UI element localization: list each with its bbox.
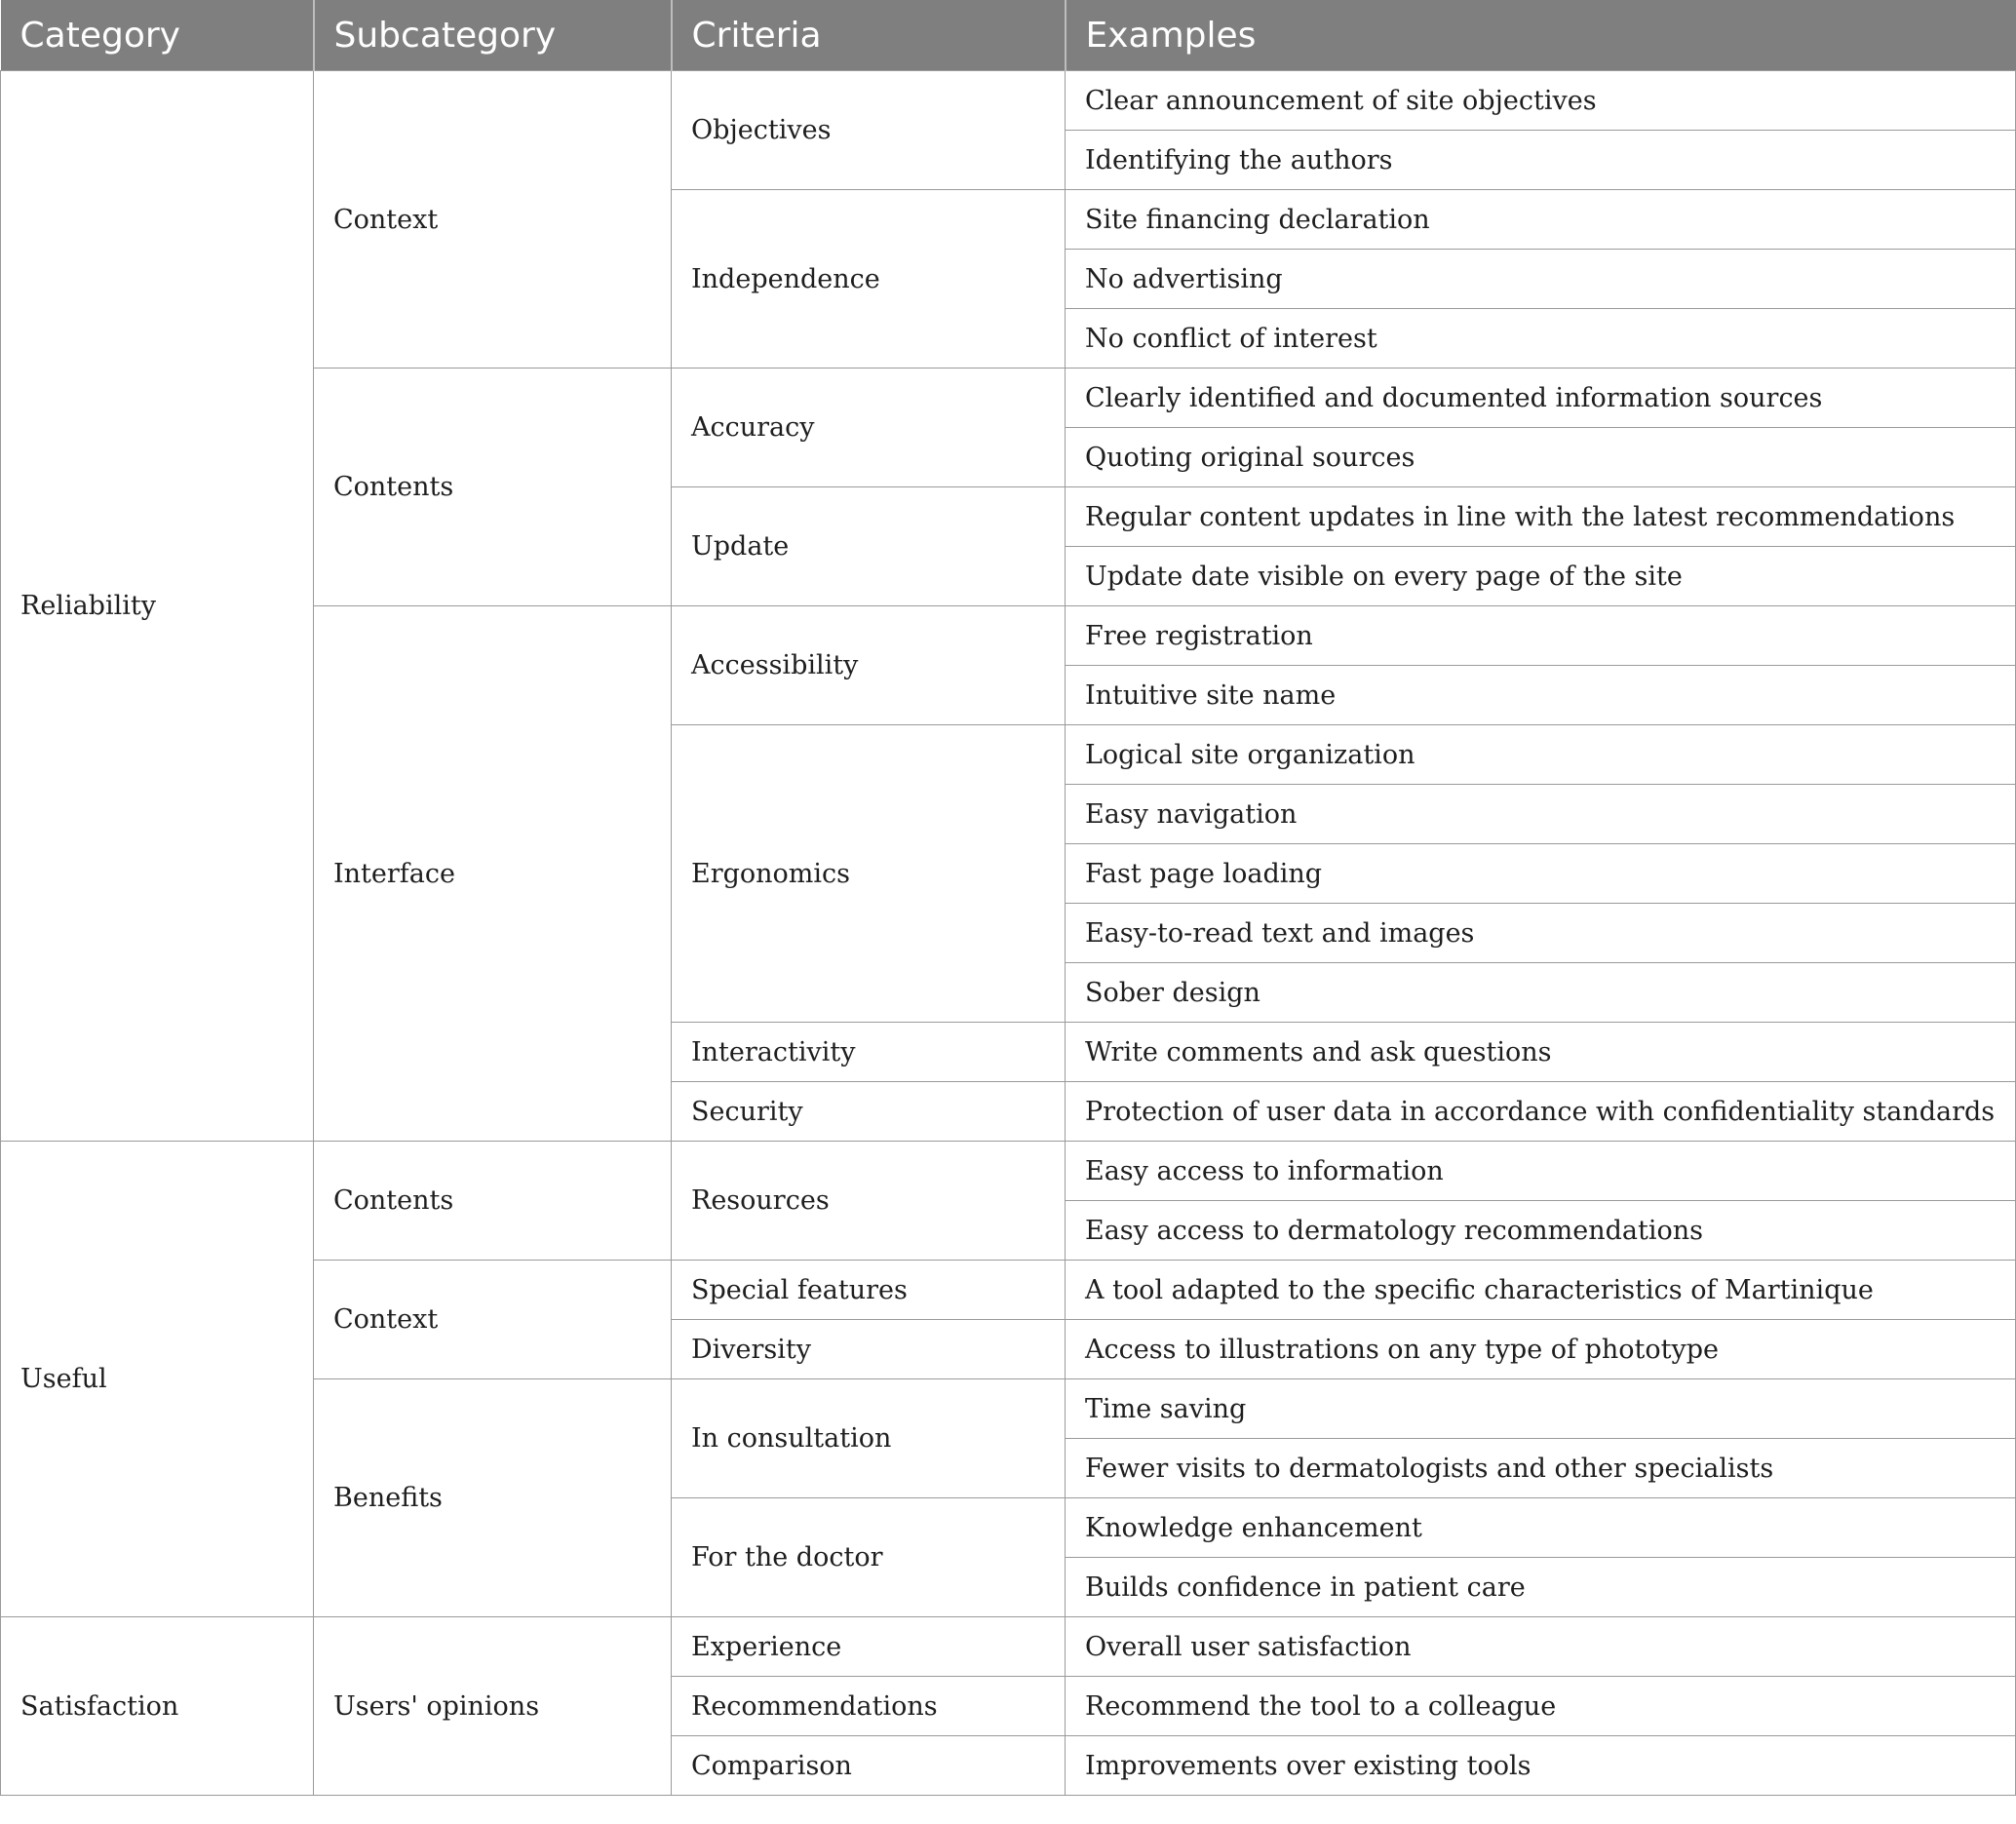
example-cell: Clearly identified and documented information sources <box>1066 369 2016 428</box>
subcategory-cell: Users' opinions <box>314 1617 672 1796</box>
example-cell: No advertising <box>1066 250 2016 309</box>
example-cell: Recommend the tool to a colleague <box>1066 1677 2016 1736</box>
example-cell: Regular content updates in line with the latest recommendations <box>1066 487 2016 547</box>
example-cell: Easy access to information <box>1066 1142 2016 1201</box>
header-examples: Examples <box>1066 0 2016 71</box>
example-cell: Fewer visits to dermatologists and other specialists <box>1066 1439 2016 1498</box>
criteria-cell: Diversity <box>672 1320 1066 1379</box>
example-cell: A tool adapted to the specific characteristics of Martinique <box>1066 1261 2016 1320</box>
example-cell: Sober design <box>1066 963 2016 1023</box>
example-cell: Overall user satisfaction <box>1066 1617 2016 1677</box>
example-cell: Clear announcement of site objectives <box>1066 71 2016 131</box>
example-cell: Site financing declaration <box>1066 190 2016 250</box>
header-row <box>1 0 2016 71</box>
criteria-cell: For the doctor <box>672 1498 1066 1617</box>
example-cell: Access to illustrations on any type of phototype <box>1066 1320 2016 1379</box>
criteria-cell: In consultation <box>672 1379 1066 1498</box>
example-cell: Builds confidence in patient care <box>1066 1558 2016 1617</box>
example-cell: Write comments and ask questions <box>1066 1023 2016 1082</box>
example-cell: Logical site organization <box>1066 725 2016 785</box>
example-cell: Free registration <box>1066 606 2016 666</box>
criteria-cell: Special features <box>672 1261 1066 1320</box>
example-cell: Fast page loading <box>1066 844 2016 904</box>
table-row <box>1 71 2016 131</box>
example-cell: Identifying the authors <box>1066 131 2016 190</box>
example-cell: Intuitive site name <box>1066 666 2016 725</box>
criteria-cell: Experience <box>672 1617 1066 1677</box>
example-cell: Easy access to dermatology recommendations <box>1066 1201 2016 1261</box>
criteria-cell: Accessibility <box>672 606 1066 725</box>
category-cell: Useful <box>1 1142 314 1617</box>
table-row <box>1 1142 2016 1201</box>
category-cell: Satisfaction <box>1 1617 314 1796</box>
example-cell: Easy-to-read text and images <box>1066 904 2016 963</box>
header-criteria: Criteria <box>672 0 1066 71</box>
example-cell: Protection of user data in accordance with confidentiality standards <box>1066 1082 2016 1142</box>
criteria-cell: Update <box>672 487 1066 606</box>
criteria-cell: Resources <box>672 1142 1066 1261</box>
example-cell: No conflict of interest <box>1066 309 2016 369</box>
criteria-cell: Independence <box>672 190 1066 369</box>
example-cell: Quoting original sources <box>1066 428 2016 487</box>
category-cell: Reliability <box>1 71 314 1142</box>
subcategory-cell: Context <box>314 1261 672 1379</box>
header-category: Category <box>1 0 314 71</box>
subcategory-cell: Interface <box>314 606 672 1142</box>
criteria-cell: Recommendations <box>672 1677 1066 1736</box>
criteria-cell: Ergonomics <box>672 725 1066 1023</box>
example-cell: Improvements over existing tools <box>1066 1736 2016 1796</box>
criteria-cell: Accuracy <box>672 369 1066 487</box>
subcategory-cell: Contents <box>314 1142 672 1261</box>
example-cell: Knowledge enhancement <box>1066 1498 2016 1558</box>
example-cell: Easy navigation <box>1066 785 2016 844</box>
criteria-cell: Security <box>672 1082 1066 1142</box>
subcategory-cell: Context <box>314 71 672 369</box>
criteria-cell: Comparison <box>672 1736 1066 1796</box>
criteria-cell: Interactivity <box>672 1023 1066 1082</box>
example-cell: Update date visible on every page of the site <box>1066 547 2016 606</box>
subcategory-cell: Benefits <box>314 1379 672 1617</box>
example-cell: Time saving <box>1066 1379 2016 1439</box>
header-subcategory: Subcategory <box>314 0 672 71</box>
subcategory-cell: Contents <box>314 369 672 606</box>
criteria-cell: Objectives <box>672 71 1066 190</box>
table-row <box>1 1617 2016 1677</box>
